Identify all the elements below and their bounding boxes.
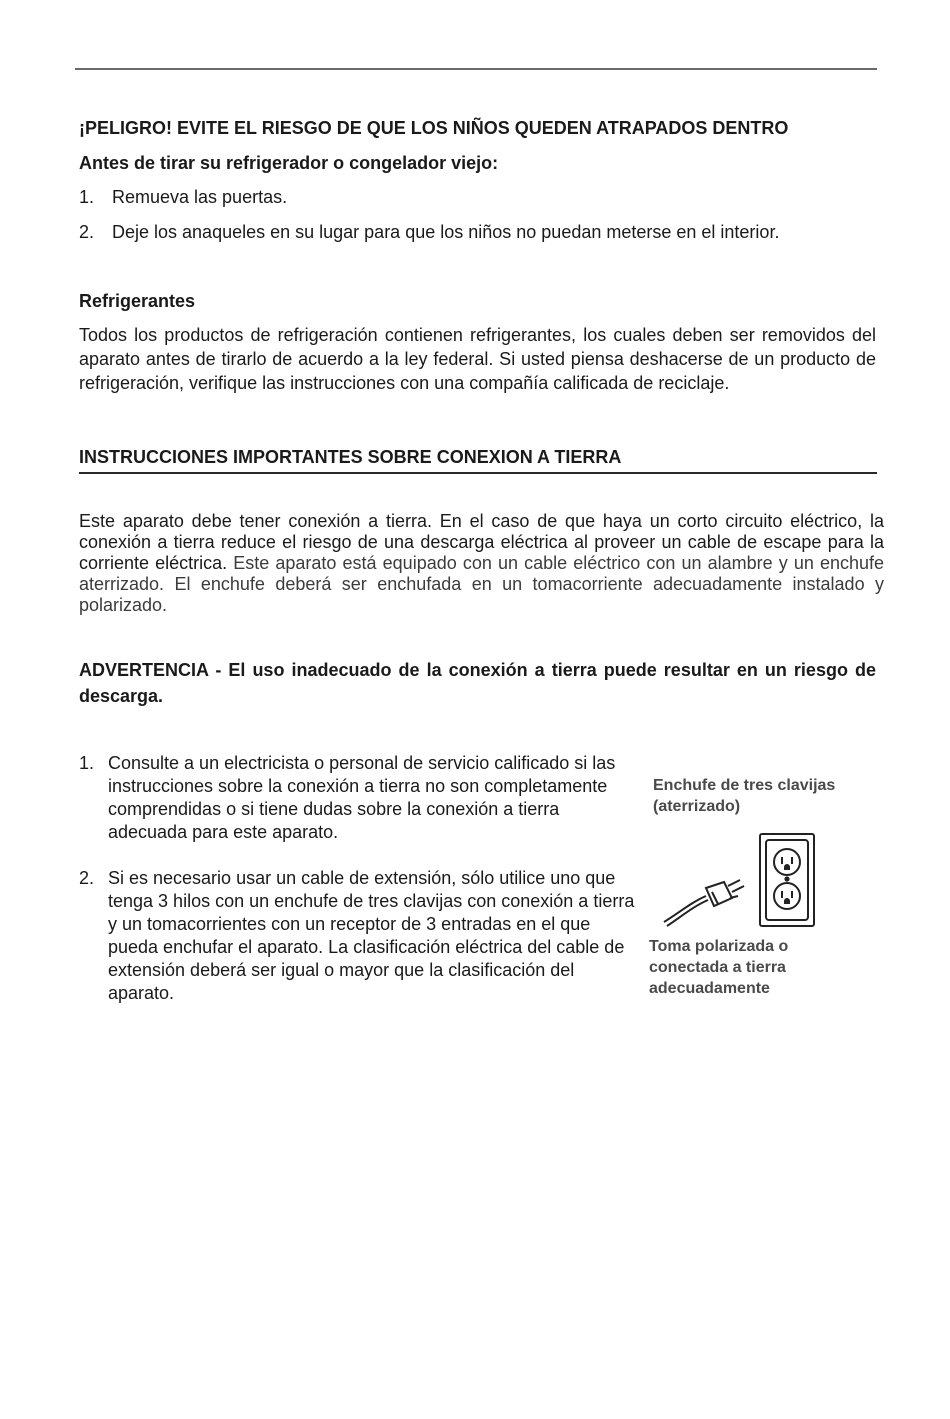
warning-text: ADVERTENCIA - El uso inadecuado de la conexión a tierra puede resultar en un riesgo de descarga. [79,660,876,706]
grounding-body-part-a: Este aparato debe tener conexión a tierra. En el caso de que haya un corto circuito eléctrico, la conexión a tierra reduce el riesgo de una descarga eléctrica al proveer un cable de escape para la corriente eléctrica. [79,511,884,573]
list-item-text: Remueva las puertas. [112,187,288,207]
list-item-text: Deje los anaqueles en su lugar para que los niños no puedan meterse en el interior. [112,222,780,242]
grounding-body [79,511,884,616]
outlet-caption: Toma polarizada o conectada a tierra adecuadamente [649,938,789,997]
wall-outlet-icon [760,834,814,926]
list-item-number: 2. [79,222,95,242]
refrigerants-title: Refrigerantes [79,291,196,311]
grounding-body-part-b: Este aparato está equipado con un cable eléctrico con un alambre y un enchufe aterrizado. El enchufe deberá ser enchufada en un tomacorriente adecuadamente instalado y polarizado. [79,553,884,615]
danger-title: ¡PELIGRO! EVITE EL RIESGO DE QUE LOS NIÑOS QUEDEN ATRAPADOS DENTRO [79,118,789,138]
instruction-number: 1. [79,753,95,773]
refrigerants-body: Todos los productos de refrigeración contienen refrigerantes, los cuales deben ser removidos del aparato antes de tirarlo de acuerdo a la ley federal. Si usted piensa deshacerse de un producto de refrigeración, verifique las instrucciones con una compañía calificada de reciclaje. [79,325,876,393]
plug-cord-icon [664,880,744,926]
grounded-outlet-illustration [662,830,822,930]
danger-subtitle: Antes de tirar su refrigerador o congelador viejo: [79,153,499,173]
top-rule [75,68,877,70]
instruction-text: Si es necesario usar un cable de extensión, sólo utilice uno que tenga 3 hilos con un enchufe de tres clavijas con conexión a tierra y un tomacorrientes con un receptor de 3 entradas en el que pueda enchufar el aparato. La clasificación eléctrica del cable de extensión deberá ser igual o mayor que la clasificación del aparato. [108,868,635,1003]
list-item-number: 1. [79,187,95,207]
list-item [79,187,287,208]
instruction-text: Consulte a un electricista o personal de servicio calificado si las instrucciones sobre la conexión a tierra no son completamente comprendidas o si tiene dudas sobre la conexión a tierra adecuada para este aparato. [108,753,616,842]
list-item [79,222,779,243]
plug-caption: Enchufe de tres clavijas (aterrizado) [653,777,836,815]
instruction-item [79,867,639,1005]
grounding-title: INSTRUCCIONES IMPORTANTES SOBRE CONEXION A TIERRA [79,447,877,474]
instruction-number: 2. [79,868,95,888]
instruction-item [79,752,639,844]
